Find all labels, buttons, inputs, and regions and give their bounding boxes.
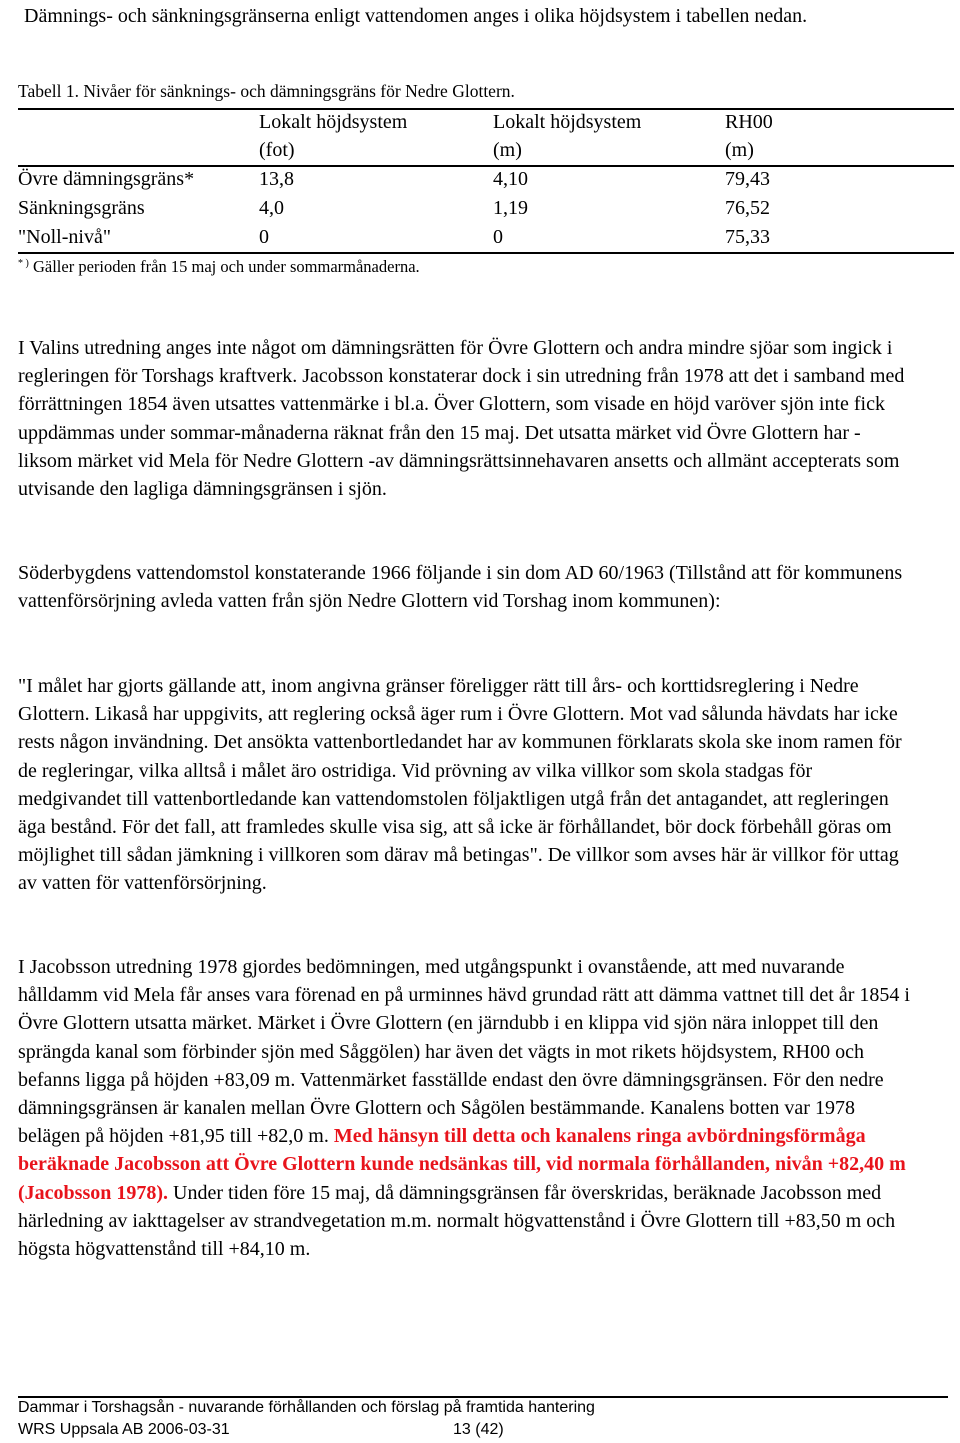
footer-org-date: WRS Uppsala AB 2006-03-31 xyxy=(18,1421,230,1438)
table-row xyxy=(18,194,954,222)
table-cell: 4,0 xyxy=(259,197,284,219)
footer-title: Dammar i Torshagsån - nuvarande förhållanden och förslag på framtida hantering xyxy=(18,1399,595,1416)
paragraph-jacobsson xyxy=(18,953,918,1263)
table-header-row-2 xyxy=(18,136,954,164)
header-unit-cell: (fot) xyxy=(259,139,295,161)
row-label: Övre dämningsgräns* xyxy=(18,168,195,190)
table-caption: Tabell 1. Nivåer för sänknings- och dämningsgräns för Nedre Glottern. xyxy=(18,81,515,101)
row-label: Sänkningsgräns xyxy=(18,197,145,219)
header-unit-cell: (m) xyxy=(493,139,522,161)
paragraph-valins: I Valins utredning anges inte något om dämningsrätten för Övre Glottern och andra mindre sjöar som ingick i regleringen för Torshags kraftverk. Jacobsson konstaterar dock i sin utredning från 1978 att det i samband med förrättningen 1854 även utsattes vattenmärke i bl.a. Över Glottern, som visade en höjd varöver sjön inte fick uppdämmas under sommar-månaderna räknat från den 15 maj. Det utsatta märket vid Övre Glottern har - liksom märket vid Mela för Nedre Glottern -av dämningsrättsinnehavaren ansetts och allmänt accepterats som utvisande den lagliga dämningsgränsen i sjön. xyxy=(18,337,905,501)
paragraph-jacobsson-start: I Jacobsson utredning 1978 gjordes bedömningen, med utgångspunkt i ovanstående, att med nuvarande hålldamm vid Mela får anses vara förenad en på urminnes hävd grundad rätt att dämma vattnet till det år 1854 i Övre Glottern utsatta märket. Märket i Övre Glottern (en järndubb i en klippa vid sjön nära inloppet till den sprängda kanal som förbinder sjön med Såggölen) har även det vägts in mot rikets höjdsystem, RH00 och befanns ligga på höjden +83,09 m. Vattenmärket fasställde endast den övre dämningsgränsen. För den nedre dämningsgränsen är kanalen mellan Övre Glottern och Sågölen bestämmande. Kanalens botten var 1978 belägen på höjden +81,95 till +82,0 m. xyxy=(18,956,910,1148)
footnote-marker: * ) xyxy=(18,258,29,269)
table-cell: 75,33 xyxy=(725,226,770,248)
table-cell: 4,10 xyxy=(493,168,528,190)
table-cell: 1,19 xyxy=(493,197,528,219)
table-cell: 13,8 xyxy=(259,168,294,190)
intro-text: Dämnings- och sänkningsgränserna enligt vattendomen anges i olika höjdsystem i tabellen nedan. xyxy=(24,5,808,27)
footer-meta xyxy=(18,1420,618,1440)
paragraph-vattendomstol: Söderbygdens vattendomstol konstaterande 1966 följande i sin dom AD 60/1963 (Tillstånd att för kommunens vattenförsörjning avleda vatten från sjön Nedre Glottern vid Torshag inom kommunen): xyxy=(18,562,903,613)
header-unit-cell: (m) xyxy=(725,139,754,161)
paragraph-quote: "I målet har gjorts gällande att, inom angivna gränser föreligger rätt till års- och korttidsreglering i Nedre Glottern. Likaså har uppgivits, att reglering också äger rum i Övre Glottern. Mot vad sålunda hävdats har icke rests någon invändning. Det ansökta vattenbortledandet har av kommunen förklarats skola ske inom ramen för de regleringar, vilka alltså i målet äro ostridiga. Vid prövning av vilka villkor som skola stadgas för medgivandet till vattenbortledande kan vattendomstolen följaktligen utgå från det antagandet, att regleringen äga bestånd. För det fall, att framledes skulle visa sig, att så icke är förhållandet, bör dock förbehåll göras om möjlighet till sådan jämkning i villkoren som därav må betingas". De villkor som avses här är villkor för uttag av vatten för vattenförsörjning. xyxy=(18,675,902,895)
table-row xyxy=(18,223,954,251)
header-cell: RH00 xyxy=(725,111,773,133)
footnote-text: Gäller perioden från 15 maj och under sommarmånaderna. xyxy=(32,257,420,276)
table-row xyxy=(18,165,954,193)
table-cell: 0 xyxy=(259,226,269,248)
highlighted-conclusion: Med hänsyn till detta och kanalens ringa avbördningsförmåga beräknade Jacobsson att Övre Glottern kunde nedsänkas till, vid normala förhållanden, nivån +82,40 m (Jacobsson 1978). xyxy=(18,1125,906,1204)
table-footnote xyxy=(18,253,420,278)
paragraph-jacobsson-end: Under tiden före 15 maj, då dämningsgränsen får överskridas, beräknade Jacobsson med härledning av iakttagelser av strandvegetation m.m. normalt högvattenstånd i Övre Glottern till +83,50 m och högsta högvattenstånd till +84,10 m. xyxy=(18,1181,896,1261)
table-cell: 79,43 xyxy=(725,168,770,190)
header-cell: Lokalt höjdsystem xyxy=(259,111,408,133)
table-cell: 0 xyxy=(493,226,503,248)
row-label: "Noll-nivå" xyxy=(18,226,111,248)
page-number: 13 (42) xyxy=(453,1421,504,1438)
header-cell: Lokalt höjdsystem xyxy=(493,111,642,133)
table-header-row-1 xyxy=(18,108,954,136)
table-cell: 76,52 xyxy=(725,197,770,219)
